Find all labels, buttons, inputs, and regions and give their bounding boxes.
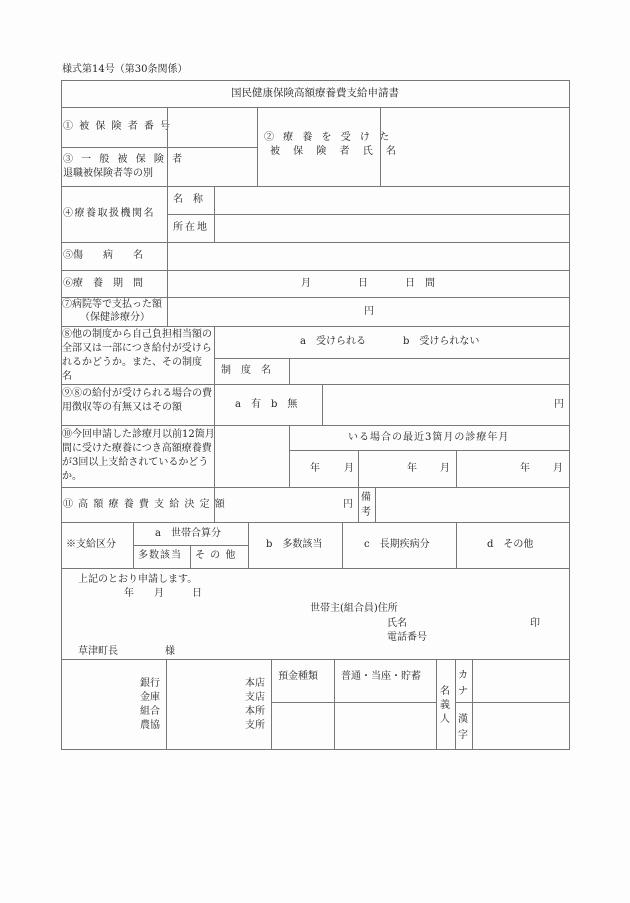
bank-name-field[interactable] xyxy=(62,660,137,748)
addressee: 草津町長 xyxy=(78,646,118,657)
account-number-label-field[interactable] xyxy=(272,703,333,748)
householder-address-field[interactable] xyxy=(405,600,560,615)
branch-type-1: 本店 xyxy=(245,678,265,689)
form-title: 国民健康保険高額療養費支給申請書 xyxy=(231,86,399,99)
disease-name-field[interactable] xyxy=(168,243,568,269)
other-system-label-l1: ⑧他の制度から自己負担相当額の xyxy=(62,329,212,340)
multiple-applicable-option[interactable]: b 多数該当 xyxy=(266,539,323,550)
holder-kana-field[interactable] xyxy=(473,660,568,701)
institution-name-label: 名 称 xyxy=(173,194,203,205)
medical-institution-label: ④療養取扱機関名 xyxy=(63,208,155,219)
decision-amount-yen: 円 xyxy=(343,499,353,510)
patient-name-field[interactable] xyxy=(381,108,568,185)
date-year: 年 xyxy=(124,588,134,599)
system-name-field[interactable] xyxy=(290,359,568,383)
divider xyxy=(167,107,168,186)
divider xyxy=(456,522,457,568)
recent-months-header: いる場合の最近3箇月の診療年月 xyxy=(348,432,510,443)
option-not-receivable[interactable]: b 受けられない xyxy=(403,336,480,347)
date-day: 日 xyxy=(192,588,202,599)
recent-year-1: 年 xyxy=(310,463,320,474)
holder-kanji-field[interactable] xyxy=(473,703,568,748)
divider xyxy=(456,450,457,487)
other-system-label-l3: れるかどうか。また、その制度 xyxy=(62,357,202,368)
divider xyxy=(248,522,249,568)
period-month: 月 xyxy=(301,278,311,289)
divider xyxy=(61,326,569,327)
system-name-label: 制 度 名 xyxy=(221,365,271,376)
institution-address-field[interactable] xyxy=(215,215,568,241)
seal-mark: 印 xyxy=(530,618,540,629)
period-day: 日 xyxy=(358,278,368,289)
recent-year-2: 年 xyxy=(407,463,417,474)
past-benefit-field[interactable] xyxy=(215,426,288,486)
deposit-type-options[interactable]: 普通・当座・貯蓄 xyxy=(341,671,421,682)
divider xyxy=(455,659,456,749)
divider xyxy=(289,450,569,451)
insured-category-field[interactable] xyxy=(168,148,256,185)
addressee-honorific: 様 xyxy=(165,646,175,657)
insured-number-field[interactable] xyxy=(168,108,256,146)
deposit-type-label: 預金種類 xyxy=(278,671,318,682)
divider xyxy=(289,425,290,487)
form-title-cell xyxy=(61,80,569,107)
divider xyxy=(257,107,258,186)
decision-amount-field[interactable] xyxy=(215,488,357,521)
household-multiple-option[interactable]: 多数該当 xyxy=(138,550,182,561)
divider xyxy=(61,568,569,569)
amount-paid-yen: 円 xyxy=(364,306,374,317)
kanji-label-1: 漢 xyxy=(458,714,468,725)
insured-number-label: ① 被 保 険 者 番 号 xyxy=(63,121,172,132)
branch-type-4: 支所 xyxy=(245,720,265,731)
recent-month-1: 月 xyxy=(344,463,354,474)
recent-year-3: 年 xyxy=(520,463,530,474)
long-term-illness-option[interactable]: c 長期疾病分 xyxy=(364,539,430,550)
account-number-field[interactable] xyxy=(335,703,435,748)
past-benefit-label-l4: か。 xyxy=(62,471,82,482)
bank-type-3: 組合 xyxy=(140,706,160,717)
fee-collection-label-l2: 用徴収等の有無又はその額 xyxy=(62,402,182,413)
amount-paid-label-line2: （保健診療分） xyxy=(80,312,150,323)
past-benefit-label-l2: 間に受けた療養につき高額療養費 xyxy=(62,443,212,454)
bank-type-2: 金庫 xyxy=(140,692,160,703)
past-benefit-label-l3: が3回以上支給されているかどう xyxy=(62,457,209,468)
divider xyxy=(61,522,569,523)
holder-label-2: 義 xyxy=(440,700,450,711)
household-total-option[interactable]: a 世帯合算分 xyxy=(155,528,221,539)
fee-yes-no-options[interactable]: a 有 b 無 xyxy=(235,399,298,410)
other-system-label-l2: 全部又は一部につき給付が受けら xyxy=(62,343,212,354)
householder-address-label: 世帯主(組合員)住所 xyxy=(310,603,398,614)
divider xyxy=(61,425,569,426)
recent-month-3: 月 xyxy=(553,463,563,474)
household-other-option[interactable]: そ の 他 xyxy=(195,550,237,561)
institution-name-field[interactable] xyxy=(215,187,568,213)
period-days: 日 間 xyxy=(405,278,435,289)
form-number: 様式第14号（第30条関係） xyxy=(62,64,188,75)
householder-name-label: 氏名 xyxy=(387,618,407,629)
fee-amount-yen: 円 xyxy=(554,399,564,410)
date-month: 月 xyxy=(154,588,164,599)
past-benefit-label-l1: ⑩今回申請した診療月以前12箇月 xyxy=(62,429,215,440)
divider xyxy=(436,659,437,749)
holder-label-1: 名 xyxy=(440,686,450,697)
category-label-line1: ③ 一 般 被 保 険 者 xyxy=(63,154,185,165)
phone-label: 電話番号 xyxy=(387,632,427,643)
recent-month-2: 月 xyxy=(440,463,450,474)
divider xyxy=(358,450,359,522)
householder-name-field[interactable] xyxy=(410,616,525,631)
decision-amount-label: ⑪ 高 額 療 養 費 支 給 決 定 額 xyxy=(63,499,226,510)
branch-type-2: 支店 xyxy=(245,692,265,703)
option-receivable[interactable]: a 受けられる xyxy=(300,336,366,347)
remarks-label: 備考 xyxy=(361,492,371,518)
bank-type-1: 銀行 xyxy=(140,678,160,689)
branch-type-3: 本所 xyxy=(245,706,265,717)
institution-address-label: 所在地 xyxy=(173,222,209,233)
kanji-label-2: 字 xyxy=(458,730,468,741)
treatment-period-field[interactable] xyxy=(168,271,568,297)
divider xyxy=(190,545,191,568)
fee-collection-label-l1: ⑨⑧の給付が受けられる場合の費 xyxy=(62,388,212,399)
patient-name-label-line2: 被 保 険 者 氏 名 xyxy=(270,146,401,157)
disease-name-label: ⑤傷 病 名 xyxy=(63,250,143,261)
category-label-line2: 退職被保険者等の別 xyxy=(63,168,153,179)
divider xyxy=(342,522,343,568)
other-system-label-l4: 名 xyxy=(62,371,72,382)
kana-label-2: ナ xyxy=(458,686,468,697)
holder-label-3: 人 xyxy=(440,714,450,725)
remarks-field[interactable] xyxy=(376,488,568,521)
phone-field[interactable] xyxy=(432,630,560,645)
other-option[interactable]: d その他 xyxy=(487,539,534,550)
branch-name-field[interactable] xyxy=(167,660,242,748)
amount-paid-label-line1: ⑦病院等で支払った額 xyxy=(62,299,162,310)
patient-name-label-line1: ② 療 養 を 受 け た xyxy=(264,132,393,143)
bank-type-4: 農協 xyxy=(140,720,160,731)
treatment-period-label: ⑥療 養 期 間 xyxy=(63,278,143,289)
payment-category-label: ※支給区分 xyxy=(66,539,116,550)
declaration-statement: 上記のとおり申請します。 xyxy=(78,574,198,585)
divider xyxy=(214,326,215,425)
kana-label-1: カ xyxy=(458,670,468,681)
fee-amount-field[interactable] xyxy=(323,385,568,424)
